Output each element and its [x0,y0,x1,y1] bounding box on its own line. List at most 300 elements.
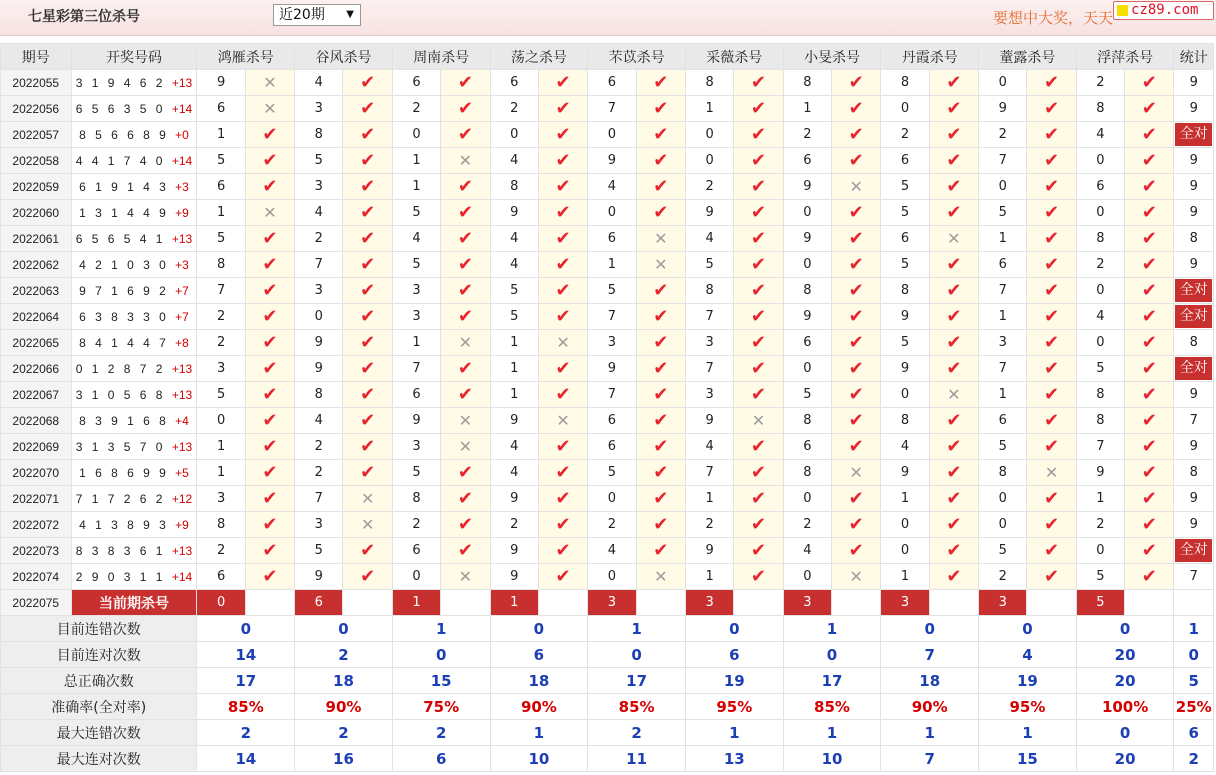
hit-check-icon [441,122,490,148]
hit-check-icon [245,330,294,356]
hit-check-icon [929,356,978,382]
stats-value: 25% [1174,694,1214,720]
stats-value: 2 [295,642,393,668]
hit-check-icon [245,148,294,174]
hit-check-icon [538,356,587,382]
kill-number: 1 [685,96,733,122]
table-row [1,278,1214,304]
stats-value: 7 [881,746,979,772]
kill-number: 1 [881,486,929,512]
stats-value: 5 [1174,668,1214,694]
row-stat: 9 [1174,200,1214,226]
table-row [1,252,1214,278]
hit-check-icon [1125,382,1174,408]
hit-check-icon [734,278,783,304]
check-icon: ✔ [457,358,473,379]
check-icon: ✔ [1141,566,1157,587]
row-stat [1174,278,1214,304]
kill-number: 7 [685,356,733,382]
hit-check-icon [1027,408,1076,434]
hit-check-icon [441,200,490,226]
check-icon: ✔ [848,228,864,249]
column-header: 芣苡杀号 [588,44,686,70]
check-icon: ✔ [262,254,278,275]
kill-number: 0 [783,252,831,278]
column-header: 开奖号码 [71,44,197,70]
hit-check-icon [343,382,392,408]
hit-check-icon [245,304,294,330]
kill-number: 5 [490,304,538,330]
issue-cell: 2022066 [1,356,72,382]
check-icon: ✔ [555,280,571,301]
hit-check-icon [1027,356,1076,382]
check-icon: ✔ [457,72,473,93]
check-icon: ✔ [262,488,278,509]
site-logo[interactable] [1113,1,1214,20]
hit-check-icon [245,252,294,278]
kill-number: 3 [197,486,245,512]
hit-check-icon [734,70,783,96]
stats-value: 11 [588,746,686,772]
stats-value: 0 [685,616,783,642]
row-stat [1174,356,1214,382]
stats-label: 总正确次数 [1,668,197,694]
kill-number: 2 [1076,252,1124,278]
check-icon: ✔ [946,462,962,483]
hit-check-icon [636,460,685,486]
check-icon: ✔ [750,566,767,587]
kill-number: 4 [588,538,636,564]
stats-value: 10 [783,746,881,772]
hit-check-icon [538,512,587,538]
hit-check-icon [441,382,490,408]
draw-number-cell [71,200,197,226]
check-icon: ✔ [555,488,571,509]
check-icon: ✔ [360,150,376,171]
kill-number: 1 [685,564,733,590]
kill-number: 5 [979,200,1027,226]
kill-number: 5 [392,252,440,278]
hit-check-icon [1125,460,1174,486]
miss-cross-icon [929,226,978,252]
draw-number-cell [71,304,197,330]
kill-number: 9 [881,460,929,486]
period-select[interactable] [273,4,361,26]
hit-check-icon [929,278,978,304]
check-icon: ✔ [262,514,278,535]
hit-check-icon [343,174,392,200]
check-icon: ✔ [262,280,278,301]
check-icon: ✔ [848,514,864,535]
kill-number: 1 [490,356,538,382]
check-icon: ✔ [1141,514,1157,535]
kill-number: 7 [685,304,733,330]
stats-value: 20 [1076,642,1174,668]
kill-number: 7 [295,252,343,278]
all-correct-badge: 全对 [1175,357,1212,380]
row-stat: 9 [1174,382,1214,408]
check-icon: ✔ [262,150,278,171]
stats-value: 1 [1174,616,1214,642]
hit-check-icon [1125,356,1174,382]
check-icon: ✔ [750,176,767,197]
issue-cell: 2022064 [1,304,72,330]
hit-check-icon [245,512,294,538]
stats-value: 0 [588,642,686,668]
stats-value: 18 [881,668,979,694]
current-issue-cell: 2022075 [1,590,72,616]
hit-check-icon [1027,148,1076,174]
miss-cross-icon [441,330,490,356]
row-stat: 9 [1174,252,1214,278]
miss-cross-icon [538,330,587,356]
kill-number: 0 [783,356,831,382]
kill-number: 5 [295,148,343,174]
check-icon: ✔ [653,436,669,457]
check-icon: ✔ [555,540,571,561]
column-header: 周南杀号 [392,44,490,70]
kill-number: 3 [295,278,343,304]
draw-digits: 3 1 0 5 6 8 [75,387,172,402]
hit-check-icon [245,122,294,148]
miss-cross-icon [245,70,294,96]
hit-check-icon [538,96,587,122]
stats-value: 85% [197,694,295,720]
hit-check-icon [636,382,685,408]
kill-number: 4 [588,174,636,200]
stats-value: 90% [490,694,588,720]
hit-check-icon [538,226,587,252]
check-icon: ✔ [360,566,376,587]
check-icon: ✔ [946,280,962,301]
check-icon: ✔ [1044,176,1060,197]
draw-number-cell [71,96,197,122]
miss-cross-icon [636,226,685,252]
kill-number: 8 [979,460,1027,486]
draw-digits: 8 5 6 6 8 9 [79,127,176,142]
hit-check-icon [245,538,294,564]
check-icon: ✔ [750,306,767,327]
kill-number: 3 [685,330,733,356]
stats-value: 0 [490,616,588,642]
hit-check-icon [1027,96,1076,122]
hit-check-icon [538,460,587,486]
hit-check-icon [1027,70,1076,96]
current-stat-blank [1174,590,1214,616]
check-icon: ✔ [360,384,376,405]
hit-check-icon [441,278,490,304]
hit-check-icon [538,252,587,278]
kill-number: 7 [979,356,1027,382]
all-correct-badge: 全对 [1175,539,1212,562]
kill-number: 1 [197,460,245,486]
hit-check-icon [636,486,685,512]
kill-number: 3 [685,382,733,408]
check-icon: ✔ [946,358,962,379]
kill-number: 1 [979,226,1027,252]
hit-check-icon [636,408,685,434]
hit-check-icon [343,538,392,564]
kill-number: 0 [392,122,440,148]
check-icon: ✔ [750,124,767,145]
kill-number: 4 [685,226,733,252]
check-icon: ✔ [457,488,473,509]
check-icon: ✔ [653,514,669,535]
stats-value: 7 [881,642,979,668]
draw-digits: 6 5 6 3 5 0 [75,101,172,116]
row-stat: 8 [1174,226,1214,252]
kill-number: 9 [783,174,831,200]
hit-check-icon [1027,382,1076,408]
kill-number: 7 [979,278,1027,304]
kill-number: 4 [295,408,343,434]
check-icon: ✔ [946,72,962,93]
kill-number: 9 [490,200,538,226]
draw-digits: 0 1 2 8 7 2 [75,361,172,376]
draw-digits: 8 3 9 1 6 8 [79,413,176,428]
check-icon: ✔ [848,124,864,145]
hit-check-icon [832,226,881,252]
kill-number: 3 [392,278,440,304]
miss-cross-icon [636,564,685,590]
check-icon: ✔ [457,462,473,483]
current-kill-blank [636,590,685,616]
hit-check-icon [1027,252,1076,278]
hit-check-icon [1125,278,1174,304]
kill-number: 5 [881,330,929,356]
hit-check-icon [929,330,978,356]
row-stat: 8 [1174,330,1214,356]
issue-cell: 2022063 [1,278,72,304]
kill-number: 3 [392,434,440,460]
stats-value: 1 [392,616,490,642]
hit-check-icon [734,304,783,330]
kill-number: 4 [295,70,343,96]
kill-number: 6 [392,538,440,564]
kill-number-table [0,43,1214,772]
row-stat: 9 [1174,70,1214,96]
hit-check-icon [343,278,392,304]
draw-number-cell [71,408,197,434]
check-icon: ✔ [360,124,376,145]
cross-icon: ✕ [458,333,473,352]
check-icon: ✔ [848,306,864,327]
current-kill-blank [832,590,881,616]
kill-number: 4 [881,434,929,460]
stats-label: 准确率(全对率) [1,694,197,720]
check-icon: ✔ [1141,436,1157,457]
kill-number: 3 [295,96,343,122]
kill-number: 7 [588,304,636,330]
miss-cross-icon [929,382,978,408]
stats-value: 17 [197,668,295,694]
issue-cell: 2022073 [1,538,72,564]
draw-number-cell [71,148,197,174]
cross-icon: ✕ [360,515,375,534]
kill-number: 6 [197,174,245,200]
draw-digits: 2 9 0 3 1 1 [75,569,172,584]
cross-icon: ✕ [458,151,473,170]
kill-number: 0 [197,408,245,434]
hit-check-icon [1027,278,1076,304]
check-icon: ✔ [555,228,571,249]
stats-value: 13 [685,746,783,772]
check-icon: ✔ [555,566,571,587]
hit-check-icon [832,122,881,148]
hit-check-icon [245,382,294,408]
kill-number: 9 [490,408,538,434]
hit-check-icon [636,304,685,330]
column-header: 蕫露杀号 [979,44,1077,70]
stats-value: 19 [979,668,1077,694]
hit-check-icon [734,330,783,356]
hit-check-icon [538,148,587,174]
miss-cross-icon [245,96,294,122]
kill-number: 4 [392,226,440,252]
check-icon: ✔ [750,384,767,405]
check-icon: ✔ [653,202,669,223]
draw-bonus: +13 [171,387,193,402]
stats-row [1,694,1214,720]
kill-number: 0 [979,512,1027,538]
hit-check-icon [1125,408,1174,434]
draw-digits: 6 3 8 3 3 0 [79,309,176,324]
check-icon: ✔ [457,514,473,535]
check-icon: ✔ [360,436,376,457]
kill-number: 3 [197,356,245,382]
stats-label: 目前连错次数 [1,616,197,642]
draw-bonus: +7 [175,309,189,324]
hit-check-icon [734,564,783,590]
stats-value: 100% [1076,694,1174,720]
issue-cell: 2022058 [1,148,72,174]
miss-cross-icon [441,408,490,434]
hit-check-icon [636,512,685,538]
kill-number: 4 [1076,122,1124,148]
hit-check-icon [929,486,978,512]
kill-number: 9 [295,356,343,382]
draw-number-cell [71,122,197,148]
kill-number: 3 [588,330,636,356]
hit-check-icon [734,538,783,564]
check-icon: ✔ [262,332,278,353]
hit-check-icon [929,96,978,122]
hit-check-icon [636,174,685,200]
hit-check-icon [441,304,490,330]
miss-cross-icon [538,408,587,434]
draw-digits: 4 2 1 0 3 0 [79,257,176,272]
column-header: 统计 [1174,44,1214,70]
hit-check-icon [1027,486,1076,512]
check-icon: ✔ [1044,332,1060,353]
column-header: 丹霞杀号 [881,44,979,70]
current-kill-number: 3 [783,590,831,616]
hit-check-icon [343,122,392,148]
kill-number: 5 [588,278,636,304]
check-icon: ✔ [457,124,473,145]
check-icon: ✔ [1044,358,1060,379]
check-icon: ✔ [1141,540,1157,561]
logo-text: cz89.com [1131,2,1199,18]
check-icon: ✔ [262,176,278,197]
check-icon: ✔ [1044,488,1060,509]
hit-check-icon [245,174,294,200]
hit-check-icon [832,96,881,122]
kill-number: 2 [685,174,733,200]
kill-number: 1 [1076,486,1124,512]
cross-icon: ✕ [458,567,473,586]
kill-number: 8 [1076,408,1124,434]
table-row [1,200,1214,226]
hit-check-icon [245,434,294,460]
kill-number: 0 [685,122,733,148]
check-icon: ✔ [457,306,473,327]
draw-bonus: +7 [175,283,189,298]
hit-check-icon [245,226,294,252]
stats-value: 85% [783,694,881,720]
hit-check-icon [636,538,685,564]
stats-value: 14 [197,746,295,772]
kill-number: 7 [685,460,733,486]
hit-check-icon [832,356,881,382]
kill-number: 9 [783,226,831,252]
check-icon: ✔ [946,176,962,197]
kill-number: 4 [490,148,538,174]
hit-check-icon [636,330,685,356]
check-icon: ✔ [457,98,473,119]
check-icon: ✔ [750,254,767,275]
stats-row [1,746,1214,772]
current-kill-blank [538,590,587,616]
issue-cell: 2022072 [1,512,72,538]
kill-number: 2 [1076,70,1124,96]
stats-value: 1 [490,720,588,746]
check-icon: ✔ [1044,72,1060,93]
hit-check-icon [538,70,587,96]
hit-check-icon [343,70,392,96]
check-icon: ✔ [360,98,376,119]
check-icon: ✔ [946,98,962,119]
cross-icon: ✕ [458,411,473,430]
draw-number-cell [71,512,197,538]
hit-check-icon [929,434,978,460]
check-icon: ✔ [1044,306,1060,327]
hit-check-icon [441,356,490,382]
table-header [1,44,1214,70]
draw-digits: 4 1 3 8 9 3 [79,517,176,532]
hit-check-icon [343,356,392,382]
check-icon: ✔ [262,228,278,249]
kill-number: 4 [490,252,538,278]
kill-number: 7 [197,278,245,304]
check-icon: ✔ [457,176,473,197]
check-icon: ✔ [750,228,767,249]
kill-number: 0 [1076,330,1124,356]
hit-check-icon [734,460,783,486]
kill-number: 0 [1076,278,1124,304]
check-icon: ✔ [653,280,669,301]
kill-number: 9 [979,96,1027,122]
current-kill-blank [929,590,978,616]
kill-number: 9 [588,148,636,174]
kill-number: 5 [588,460,636,486]
hit-check-icon [1027,174,1076,200]
draw-bonus: +5 [175,465,189,480]
draw-digits: 3 1 3 5 7 0 [75,439,172,454]
table-row [1,70,1214,96]
hit-check-icon [929,148,978,174]
check-icon: ✔ [1141,410,1157,431]
